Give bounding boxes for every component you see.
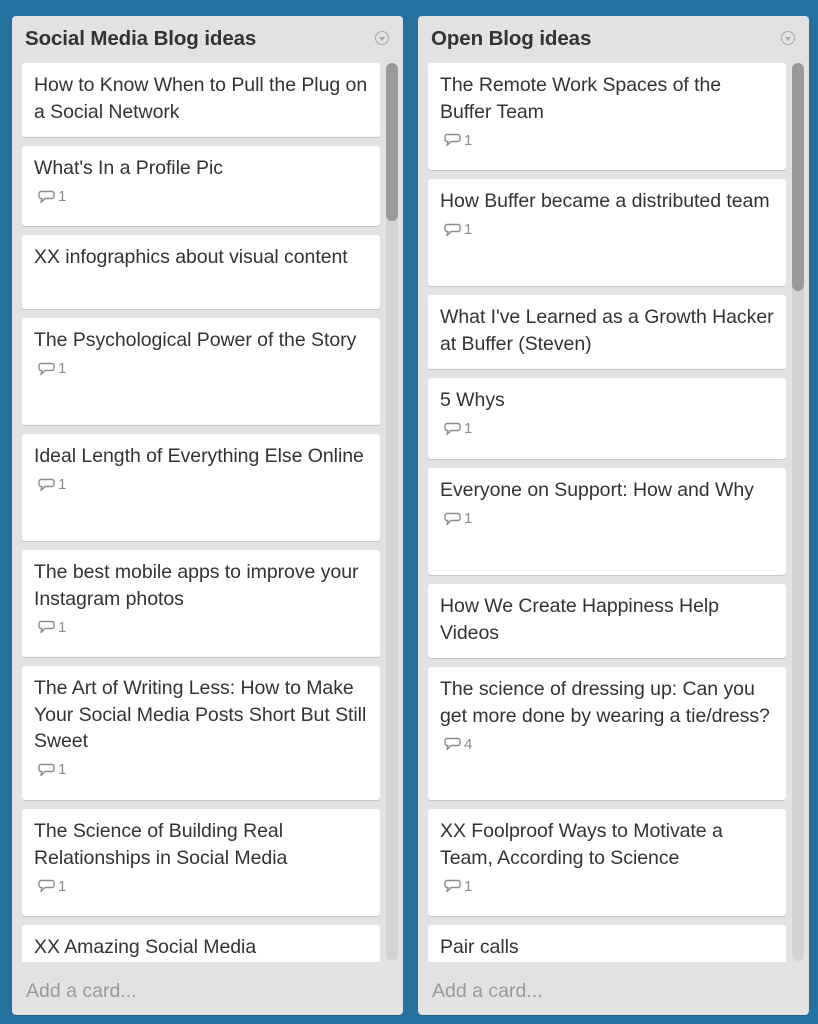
comment-badge [34, 358, 368, 380]
card[interactable] [428, 468, 786, 575]
comment-count: 1 [58, 761, 67, 778]
card[interactable] [22, 235, 380, 309]
card-title: Ideal Length of Everything Else Online [34, 445, 364, 467]
comment-count: 1 [58, 877, 67, 895]
comment-icon [38, 763, 56, 777]
comment-icon [38, 362, 56, 376]
comment-count: 1 [464, 510, 473, 527]
card[interactable] [22, 666, 380, 800]
card[interactable] [428, 179, 786, 286]
comment-badge [34, 875, 368, 897]
comment-count: 4 [464, 735, 473, 753]
comment-count: 1 [464, 420, 473, 437]
card[interactable] [22, 63, 380, 137]
card[interactable] [428, 378, 786, 459]
comment-icon [444, 737, 462, 751]
comment-badge [440, 733, 774, 755]
card-list [22, 63, 380, 962]
comment-badge [440, 418, 774, 440]
comment-badge [34, 759, 368, 781]
list-title[interactable]: Social Media Blog ideas [25, 27, 257, 50]
add-card-button[interactable]: Add a card... [432, 980, 543, 1002]
card[interactable] [22, 434, 380, 541]
card[interactable] [428, 63, 786, 170]
card-title: The Remote Work Spaces of the Buffer Team [440, 74, 722, 123]
comment-badge [440, 508, 774, 530]
add-card-button[interactable]: Add a card... [26, 980, 137, 1002]
card-title: XX infographics about visual content [34, 246, 348, 268]
card[interactable] [428, 295, 786, 369]
comment-badge [440, 875, 774, 897]
card[interactable] [22, 925, 380, 962]
card-title: How to Know When to Pull the Plug on a Social Network [34, 74, 368, 123]
card-title: The Art of Writing Less: How to Make Your Social Media Posts Short But Still Sweet [34, 677, 367, 752]
list-menu-icon[interactable] [375, 31, 389, 45]
card-title: The science of dressing up: Can you get more done by wearing a tie/dress? [440, 678, 770, 727]
comment-count: 1 [58, 360, 67, 377]
comment-badge [34, 474, 368, 496]
card-title: Everyone on Support: How and Why [440, 479, 754, 501]
card-title: How We Create Happiness Help Videos [440, 595, 719, 644]
card[interactable] [22, 550, 380, 657]
comment-icon [38, 190, 56, 204]
card-title: XX Amazing Social Media [34, 936, 257, 958]
list-open-blog-ideas [418, 16, 809, 1015]
card-title: The best mobile apps to improve your Instagram photos [34, 561, 359, 610]
scrollbar-track[interactable] [792, 63, 804, 961]
card-title: What's In a Profile Pic [34, 157, 223, 179]
list-menu-icon[interactable] [781, 31, 795, 45]
card-title: How Buffer became a distributed team [440, 190, 770, 212]
card-title: Pair calls [440, 936, 519, 958]
comment-badge [34, 616, 368, 638]
card[interactable] [428, 667, 786, 800]
card-list [428, 63, 786, 962]
card-title: XX Foolproof Ways to Motivate a Team, According to Science [440, 820, 723, 869]
list-title[interactable]: Open Blog ideas [431, 27, 592, 50]
card[interactable] [22, 318, 380, 425]
card[interactable] [22, 809, 380, 916]
comment-count: 1 [58, 618, 67, 636]
card-title: 5 Whys [440, 389, 505, 411]
card[interactable] [428, 809, 786, 916]
comment-icon [444, 223, 462, 237]
card-title: The Science of Building Real Relationships in Social Media [34, 820, 288, 869]
comment-icon [38, 620, 56, 634]
comment-count: 1 [464, 877, 473, 895]
comment-count: 1 [464, 131, 473, 149]
card[interactable] [22, 146, 380, 226]
comment-icon [38, 879, 56, 893]
comment-badge [440, 219, 774, 241]
card[interactable] [428, 584, 786, 658]
comment-badge [440, 129, 774, 151]
scrollbar-track[interactable] [386, 63, 398, 961]
comment-badge [34, 186, 368, 208]
comment-icon [444, 133, 462, 147]
card[interactable] [428, 925, 786, 962]
comment-count: 1 [464, 221, 473, 238]
comment-count: 1 [58, 476, 67, 493]
card-title: What I've Learned as a Growth Hacker at Buffer (Steven) [440, 306, 774, 355]
scrollbar-thumb[interactable] [792, 63, 804, 291]
comment-count: 1 [58, 188, 67, 205]
card-title: The Psychological Power of the Story [34, 329, 357, 351]
comment-icon [38, 478, 56, 492]
comment-icon [444, 422, 462, 436]
comment-icon [444, 879, 462, 893]
list-social-media-blog-ideas [12, 16, 403, 1015]
scrollbar-thumb[interactable] [386, 63, 398, 221]
comment-icon [444, 512, 462, 526]
